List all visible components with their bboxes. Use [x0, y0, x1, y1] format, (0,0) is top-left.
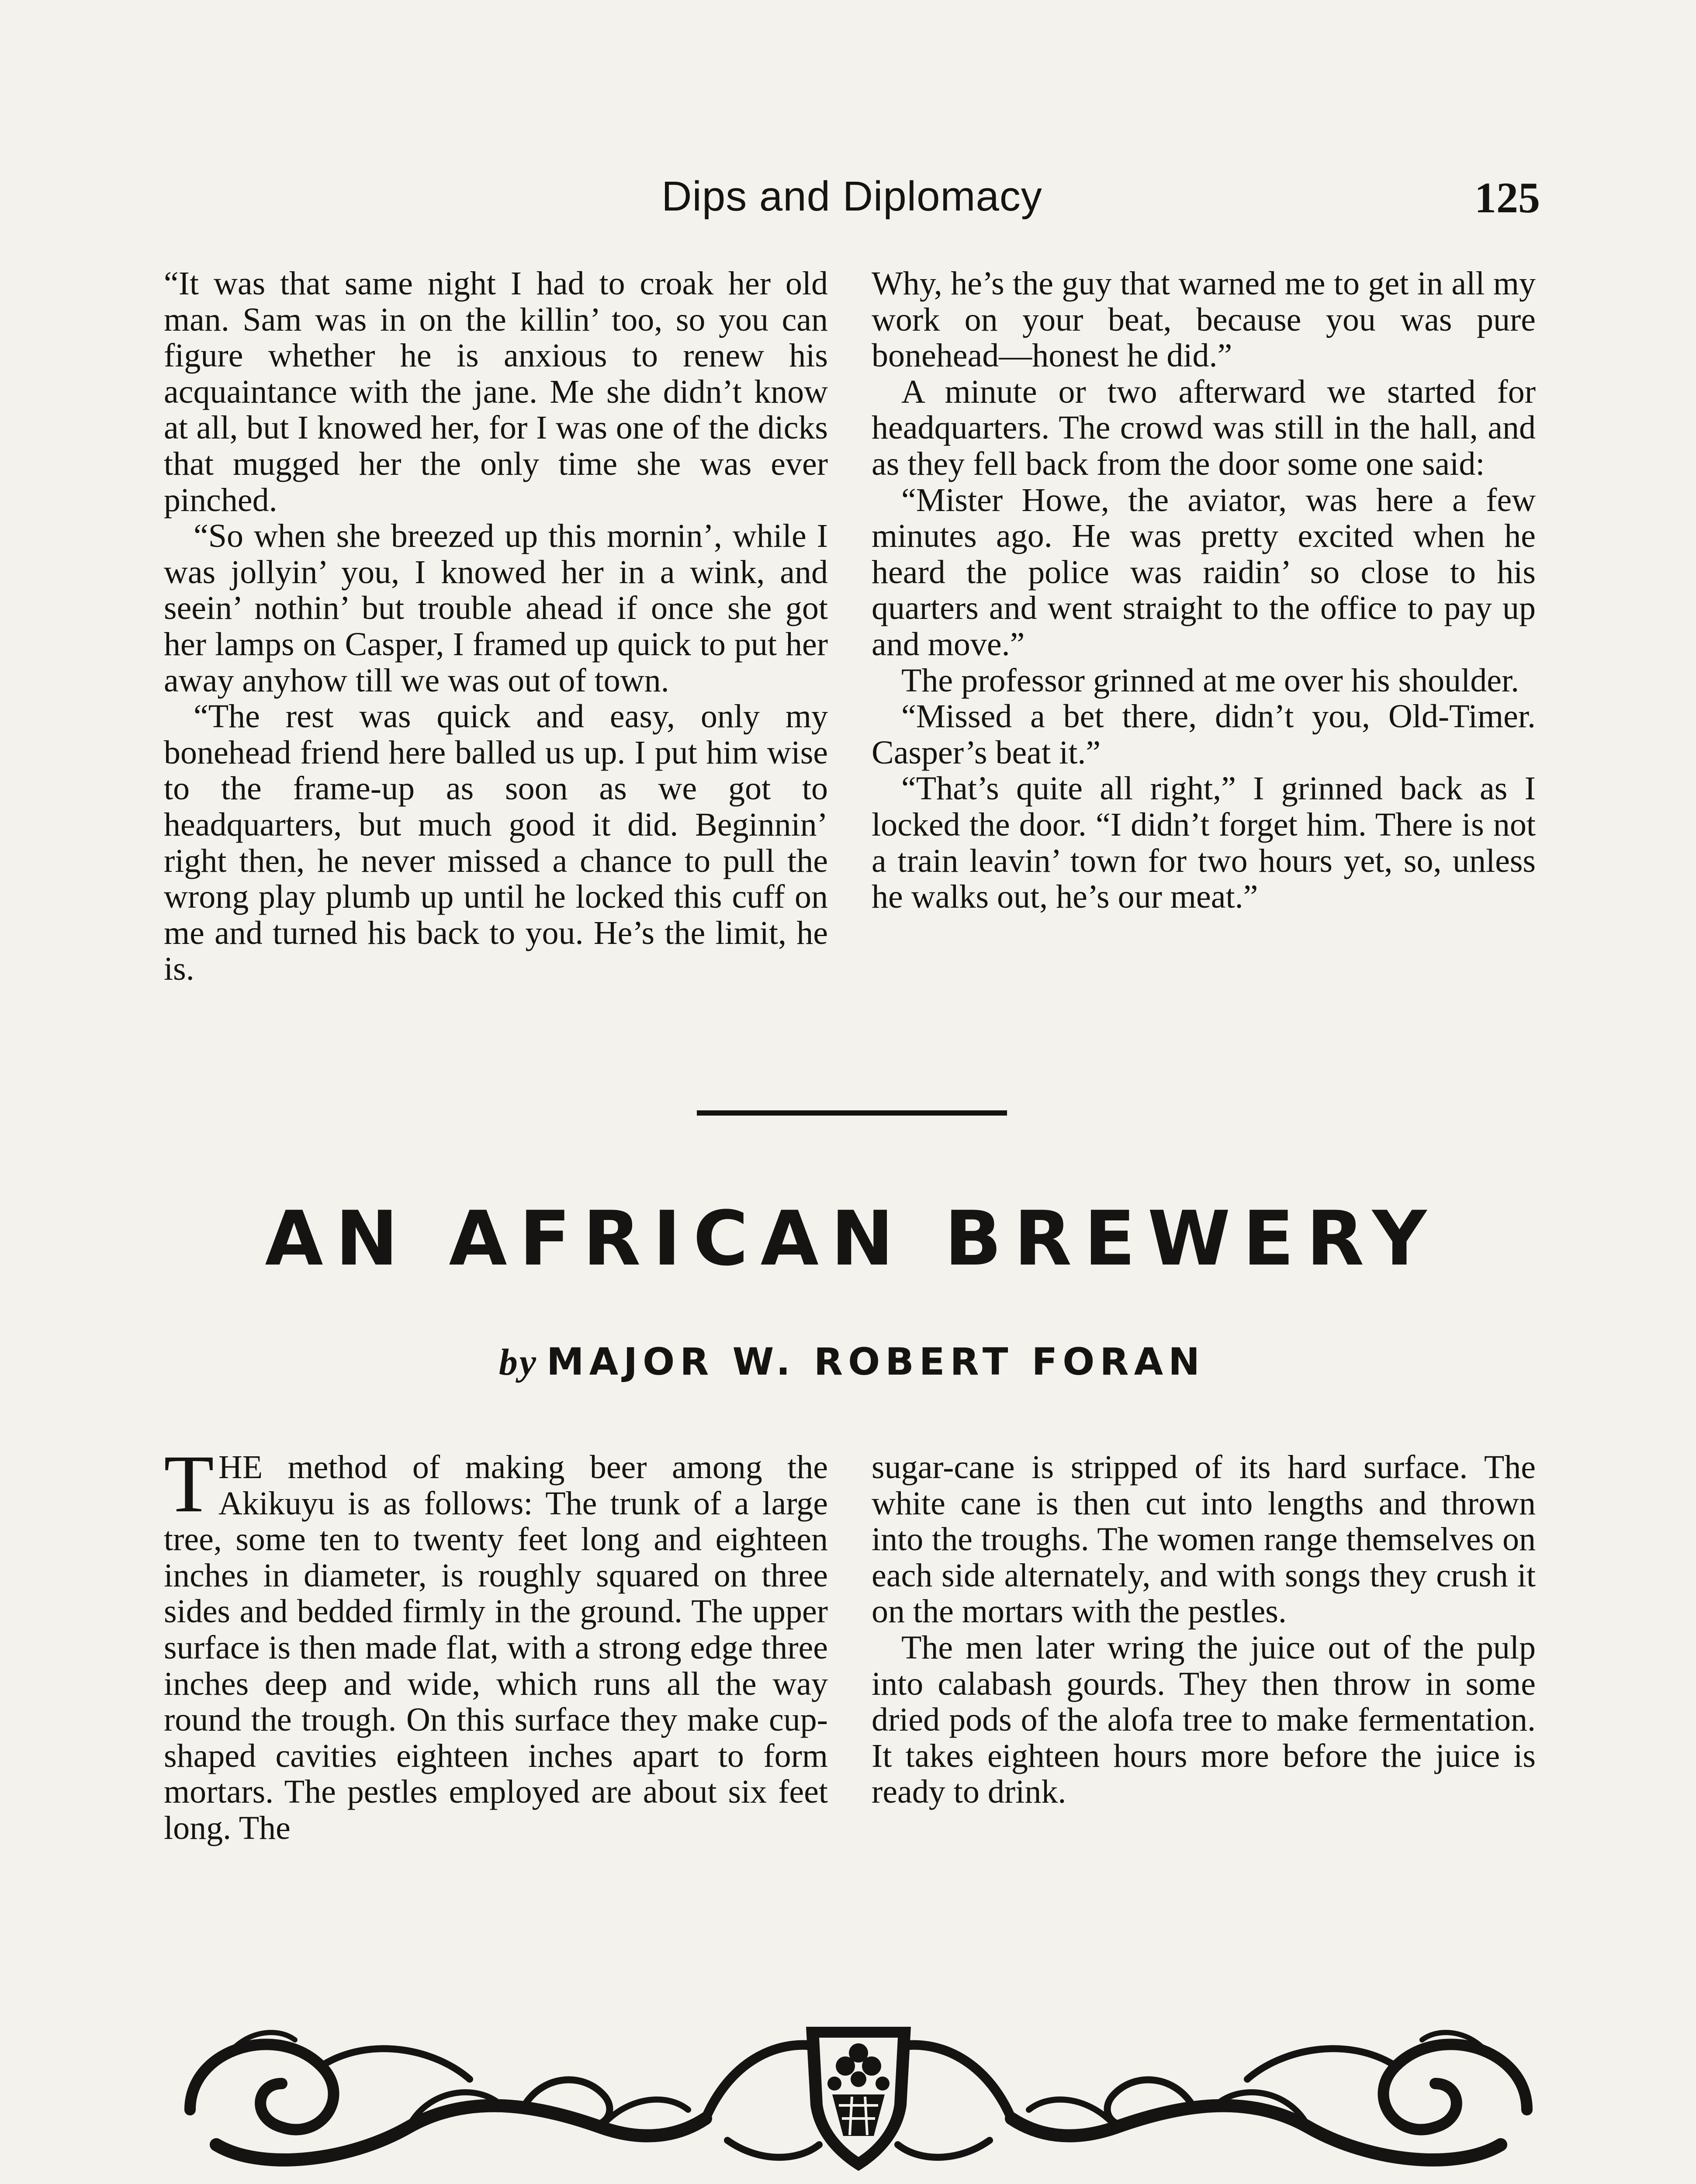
scroll-ornament-icon [164, 1996, 1553, 2184]
story-paragraph: “Missed a bet there, didn’t you, Old-Timer. Casper’s beat it.” [872, 698, 1536, 771]
story-paragraph: “So when she breezed up this mornin’, while I was jollyin’ you, I knowed her in a wink, and seein’ nothin’ but trouble ahead if once she got her lamps on Casper, I framed up quick to put her away anyhow till we was out of town. [164, 518, 828, 699]
article-byline [164, 1340, 1540, 1384]
story-paragraph: “That’s quite all right,” I grinned back as I locked the door. “I didn’t forget him. There is not a train leavin’ town for two hours yet, so, unless he walks out, he’s our meat.” [872, 770, 1536, 916]
byline-prefix: by [498, 1341, 538, 1383]
story-paragraph: Why, he’s the guy that warned me to get in all my work on your beat, because you was pure bonehead—honest he did.” [872, 265, 1536, 374]
article-paragraph: The men later wring the juice out of the pulp into calabash gourds. They then throw in some dried pods of the alofa tree to make fermentation. It takes eighteen hours more before the juice is ready to drink. [872, 1629, 1536, 1811]
page-number: 125 [1474, 173, 1540, 222]
article-headline: AN AFRICAN BREWERY [265, 1195, 1439, 1282]
drop-cap: T [164, 1438, 214, 1529]
article-paragraph-text: HE method of making beer among the Akikuyu is as follows: The trunk of a large tree, some ten to twenty feet long and eighteen inches in diameter, is roughly squared on three sides and bedded firmly in the ground. The upper surface is then made flat, with a strong edge three inches deep and wide, which runs all the way round the trough. On this surface they make cup-shaped cavities eighteen inches apart to form mortars. The pestles employed are about six feet long. The [164, 1449, 828, 1846]
article-right-column [872, 1449, 1536, 1810]
story-paragraph: The professor grinned at me over his shoulder. [901, 662, 1519, 699]
running-head-title: Dips and Diplomacy [661, 173, 1042, 220]
story-paragraph: “The rest was quick and easy, only my bonehead friend here balled us up. I put him wise to the frame-up as soon as we got to headquarters, but much good it did. Beginnin’ right then, he never missed a chance to pull the wrong play plumb up until he locked this cuff on me and turned his back to you. He’s the limit, he is. [164, 698, 828, 988]
section-divider [697, 1110, 1007, 1116]
story-right-column [872, 266, 1536, 915]
story-paragraph: “It was that same night I had to croak her old man. Sam was in on the killin’ too, so you can figure whether he is anxious to renew his acquaintance with the jane. Me she didn’t know at all, but I knowed her, for I was one of the dicks that mugged her the only time she was ever pinched. [164, 265, 828, 518]
article-paragraph: sugar-cane is stripped of its hard surface. The white cane is then cut into lengths and thrown into the troughs. The women range themselves on each side alternately, and with songs they crush it on the mortars with the pestles. [872, 1449, 1536, 1630]
story-paragraph: A minute or two afterward we started for headquarters. The crowd was still in the hall, and as they fell back from the door some one said: [872, 373, 1536, 482]
story-paragraph: “Mister Howe, the aviator, was here a few minutes ago. He was pretty excited when he heard the police was raidin’ so close to his quarters and went straight to the office to pay up and move.” [872, 481, 1536, 663]
byline-author: MAJOR W. ROBERT FORAN [547, 1340, 1205, 1384]
article-paragraph [164, 1438, 828, 1846]
article-left-column [164, 1438, 828, 1846]
running-head [164, 173, 1540, 229]
story-left-column [164, 266, 828, 987]
